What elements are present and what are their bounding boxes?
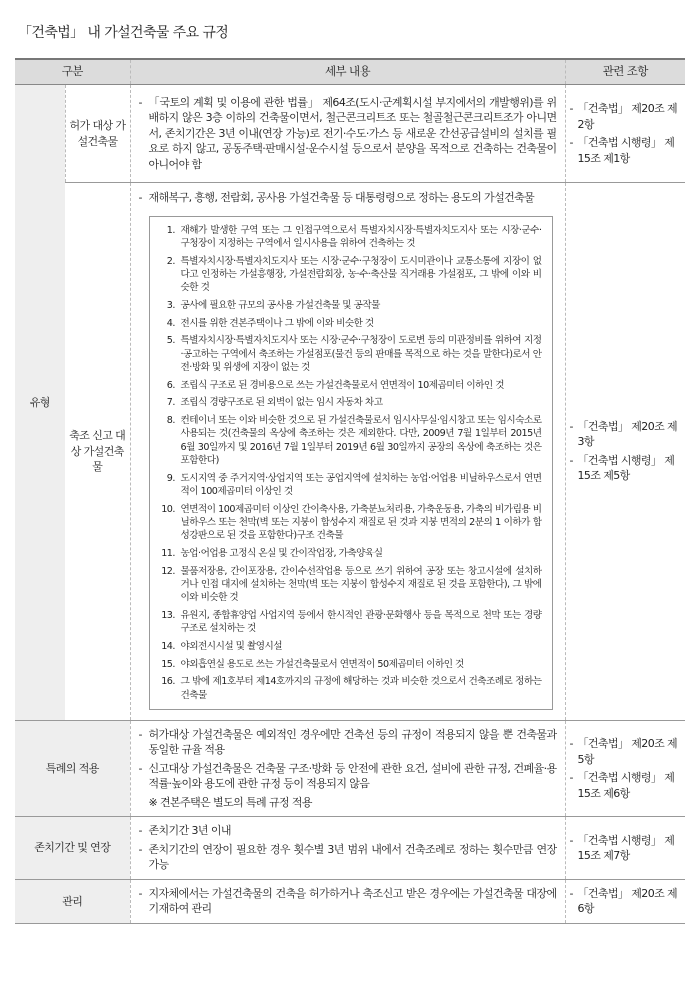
report-item: 15. 야외흡연실 용도로 쓰는 가설건축물로서 연면적이 50제곱미터 이하인 것 bbox=[178, 658, 542, 671]
report-item: 3. 공사에 필요한 규모의 공사용 가설건축물 및 공작물 bbox=[178, 299, 542, 312]
special-label: 특례의 적용 bbox=[15, 720, 130, 817]
special-details bbox=[130, 720, 565, 817]
permit-refs bbox=[565, 85, 685, 183]
permit-details bbox=[130, 85, 565, 183]
duration-detail-2: - 존치기간의 연장이 필요한 경우 횟수별 3년 범위 내에서 건축조례로 정하는 횟수만큼 연장 가능 bbox=[139, 842, 557, 873]
header-details: 세부 내용 bbox=[130, 59, 565, 85]
management-details bbox=[130, 879, 565, 923]
report-item: 6. 조립식 구조로 된 경비용으로 쓰는 가설건축물로서 연면적이 10제곱미터 이하인 것 bbox=[178, 379, 542, 392]
special-detail-1: - 허가대상 가설건축물은 예외적인 경우에만 건축선 등의 규정이 적용되지 않을 뿐 건축물과 동일한 규율 적용 bbox=[139, 727, 557, 758]
report-item: 11. 농업·어업용 고정식 온실 및 간이작업장, 가축양육실 bbox=[178, 547, 542, 560]
duration-ref-1: - 「건축법 시행령」 제15조 제7항 bbox=[570, 833, 682, 864]
report-item: 8. 컨테이너 또는 이와 비슷한 것으로 된 가설건축물로서 임시사무실·임시창고 또는 임시숙소로 사용되는 것(건축물의 옥상에 축조하는 것은 제외한다. 다만, 2009년 7월 1일부터 2015년 6월 30일까지 및 2016년 7월 1일부터 2019년 6월 30일까지 공장의 옥상에 축조하는 것은 포함한다) bbox=[178, 414, 542, 468]
document-title: 「건축법」 내 가설건축물 주요 규정 bbox=[18, 25, 229, 41]
permit-detail-1: - 「국토의 계획 및 이용에 관한 법률」 제64조(도시·군계획시설 부지에서의 개발행위)를 위배하지 않은 3층 이하의 건축물이면서, 철근콘크리트조 또는 철골철근콘크리트조가 아니면서, 존치기간은 3년 이내(연장 가능)로 전기·수도·가스 등 새로운 간선공급설비의 설치를 필요로 하지 않고, 공동주택·판매시설·운수시설 등으로서 분양을 목적으로 건축하는 건축물이 아니어야 함 bbox=[139, 95, 557, 173]
report-details bbox=[130, 183, 565, 721]
permit-row bbox=[15, 85, 685, 183]
report-refs bbox=[565, 183, 685, 721]
special-refs bbox=[565, 720, 685, 817]
header-row bbox=[15, 59, 685, 85]
permit-label: 허가 대상 가설건축물 bbox=[65, 85, 130, 183]
permit-ref-2: - 「건축법 시행령」 제15조 제1항 bbox=[570, 135, 682, 166]
report-item: 4. 전시를 위한 견본주택이나 그 밖에 이와 비슷한 것 bbox=[178, 317, 542, 330]
report-item: 13. 유원지, 종합휴양업 사업지역 등에서 한시적인 관광·문화행사 등을 목적으로 천막 또는 경량구조로 설치하는 것 bbox=[178, 609, 542, 636]
report-item: 10. 연면적이 100제곱미터 이상인 간이축사용, 가축분뇨처리용, 가축운동용, 가축의 비가림용 비닐하우스 또는 천막(벽 또는 지붕이 합성수지 재질로 된 것과 지붕 면적의 2분의 1 이하가 합성강판으로 된 것을 포함한다)구조 건축물 bbox=[178, 503, 542, 543]
report-label: 축조 신고 대상 가설건축물 bbox=[65, 183, 130, 721]
report-item: 16. 그 밖에 제1호부터 제14호까지의 규정에 해당하는 것과 비슷한 것으로서 건축조례로 정하는 건축물 bbox=[178, 675, 542, 702]
header-reference: 관련 조항 bbox=[565, 59, 685, 85]
report-item: 5. 특별자치시장·특별자치도지사 또는 시장·군수·구청장이 도로변 등의 미관정비를 위하여 지정·공고하는 구역에서 축조하는 가설점포(물건 등의 판매를 목적으로 하는 것을 말한다)로서 안전·방화 및 위생에 지장이 없는 것 bbox=[178, 334, 542, 374]
report-intro: - 재해복구, 흥행, 전람회, 공사용 가설건축물 등 대통령령으로 정하는 용도의 가설건축물 bbox=[139, 190, 557, 206]
duration-refs bbox=[565, 817, 685, 880]
report-ref-1: - 「건축법」 제20조 제3항 bbox=[570, 419, 682, 450]
type-label: 유형 bbox=[15, 85, 65, 721]
management-row bbox=[15, 879, 685, 923]
report-items-box bbox=[149, 216, 553, 710]
special-detail-2: - 신고대상 가설건축물은 건축물 구조·방화 등 안전에 관한 요건, 설비에 관한 규정, 건폐율·용적률·높이와 용도에 관한 규정 등이 적용되지 않음 bbox=[139, 761, 557, 792]
report-item: 14. 야외전시시설 및 촬영시설 bbox=[178, 640, 542, 653]
management-ref-1: - 「건축법」 제20조 제6항 bbox=[570, 886, 682, 917]
header-category: 구분 bbox=[15, 59, 130, 85]
management-detail-1: - 지자체에서는 가설건축물의 건축을 허가하거나 축조신고 받은 경우에는 가설건축물 대장에 기재하여 관리 bbox=[139, 886, 557, 917]
permit-ref-1: - 「건축법」 제20조 제2항 bbox=[570, 101, 682, 132]
report-row bbox=[15, 183, 685, 721]
report-item: 7. 조립식 경량구조로 된 외벽이 없는 임시 자동차 차고 bbox=[178, 396, 542, 409]
duration-row bbox=[15, 817, 685, 880]
duration-details bbox=[130, 817, 565, 880]
regulation-table bbox=[15, 58, 685, 924]
management-label: 관리 bbox=[15, 879, 130, 923]
report-item: 9. 도시지역 중 주거지역·상업지역 또는 공업지역에 설치하는 농업·어업용 비닐하우스로서 연면적이 100제곱미터 이상인 것 bbox=[178, 472, 542, 499]
duration-label: 존치기간 및 연장 bbox=[15, 817, 130, 880]
special-row bbox=[15, 720, 685, 817]
report-item: 2. 특별자치시장·특별자치도지사 또는 시장·군수·구청장이 도시미관이나 교통소통에 지장이 없다고 인정하는 가설흥행장, 가설전람회장, 농·수·축산물 직거래용 가설점포, 그 밖에 이와 비슷한 것 bbox=[178, 255, 542, 295]
special-note: ※ 견본주택은 별도의 특례 규정 적용 bbox=[148, 795, 312, 809]
duration-detail-1: - 존치기간 3년 이내 bbox=[139, 823, 557, 839]
management-refs bbox=[565, 879, 685, 923]
special-ref-1: - 「건축법」 제20조 제5항 bbox=[570, 736, 682, 767]
special-ref-2: - 「건축법 시행령」 제15조 제6항 bbox=[570, 770, 682, 801]
report-items-list bbox=[156, 224, 542, 702]
report-item: 12. 물품저장용, 간이포장용, 간이수선작업용 등으로 쓰기 위하여 공장 또는 창고시설에 설치하거나 인접 대지에 설치하는 천막(벽 또는 지붕이 합성수지 재질로 된 것을 포함한다), 그 밖에 이와 비슷한 것 bbox=[178, 565, 542, 605]
report-item: 1. 재해가 발생한 구역 또는 그 인접구역으로서 특별자치시장·특별자치도지사 또는 시장·군수·구청장이 지정하는 구역에서 일시사용을 위하여 건축하는 것 bbox=[178, 224, 542, 251]
report-ref-2: - 「건축법 시행령」 제15조 제5항 bbox=[570, 453, 682, 484]
